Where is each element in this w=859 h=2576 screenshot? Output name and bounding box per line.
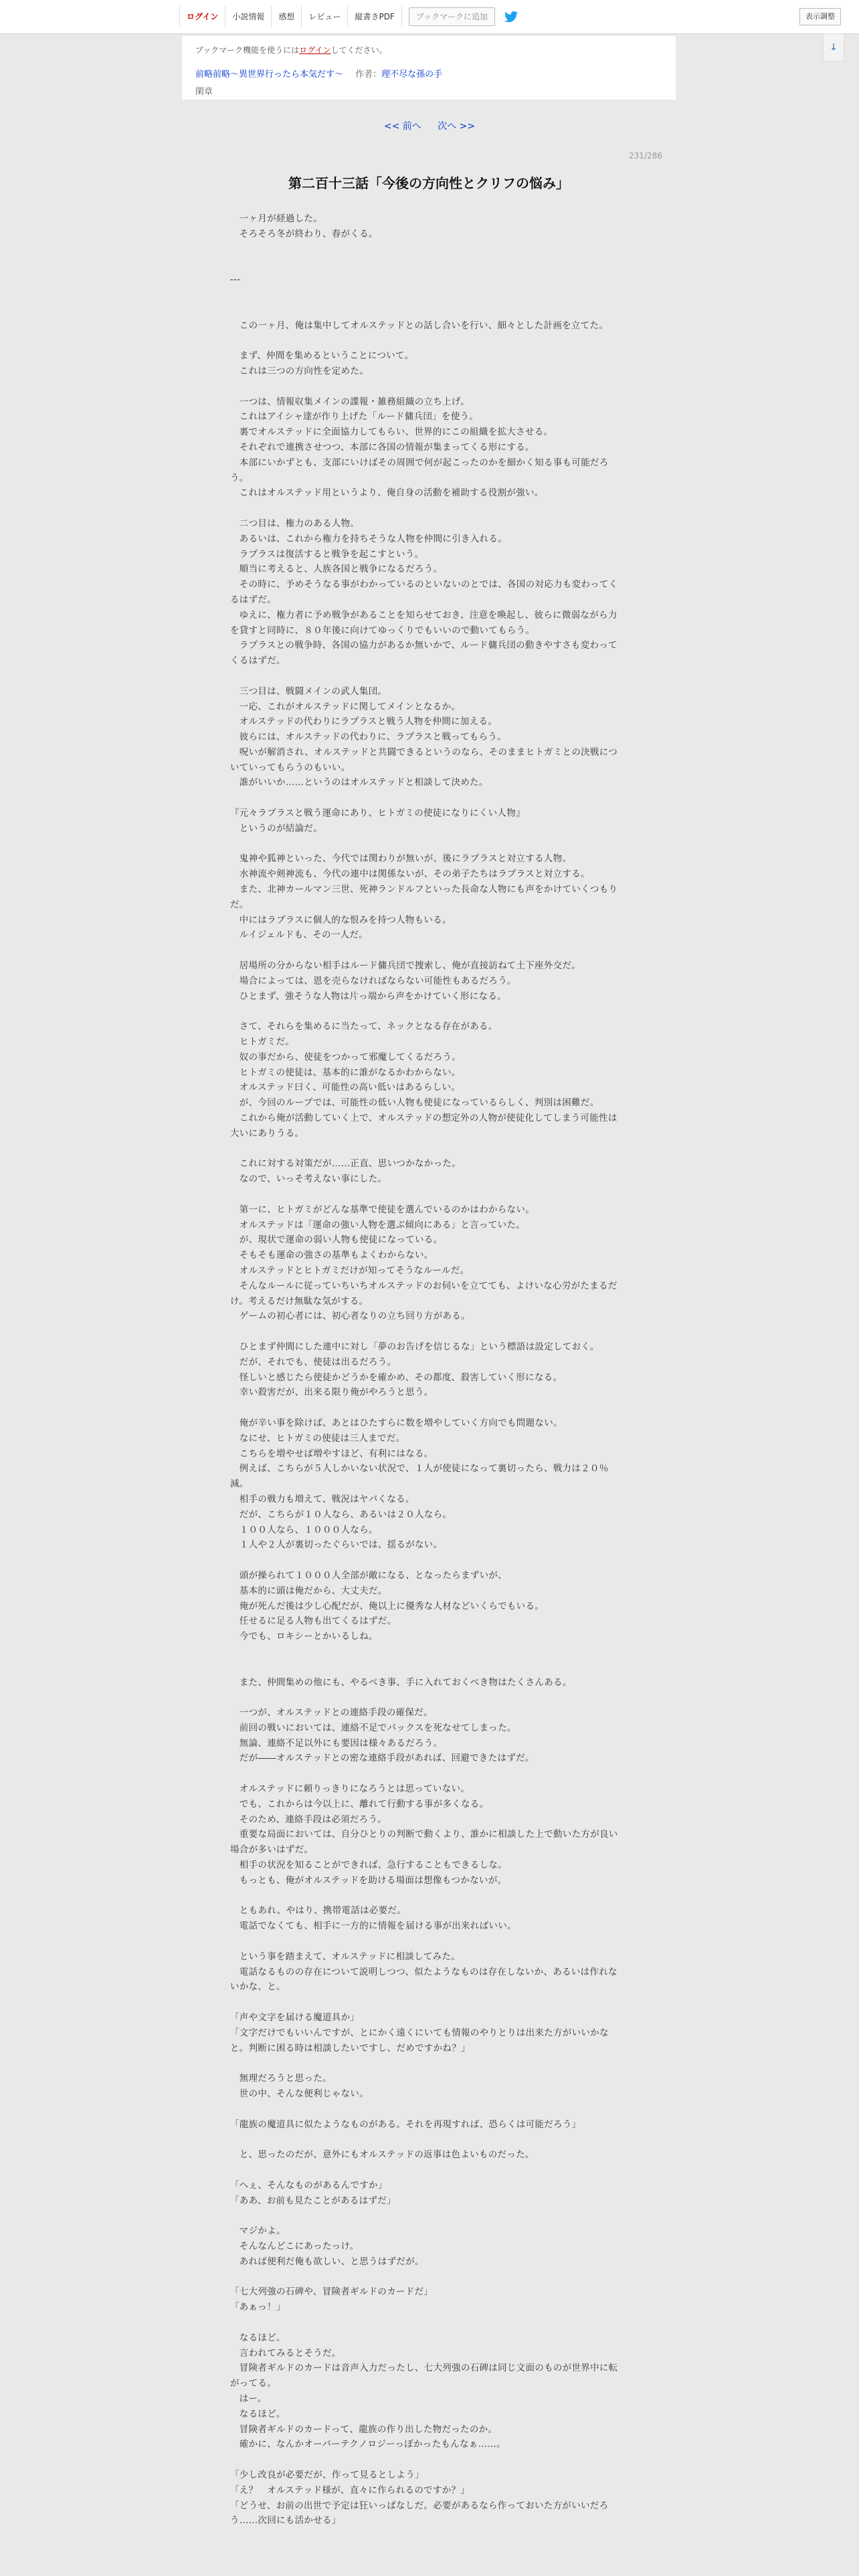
body-paragraph: ゲームの初心者には、初心者なりの立ち回り方がある。 <box>230 1311 470 1322</box>
body-paragraph: これはオルステッド用というより、俺自身の活動を補助する役割が強い。 <box>230 488 544 499</box>
body-paragraph <box>230 1400 625 1416</box>
body-paragraph: 頭が操られて１０００人全部が敵になる、となったらまずいが、 <box>230 1570 507 1581</box>
body-paragraph: これはアイシャ達が作り上げた「ルード傭兵団」を使う。 <box>230 411 479 423</box>
body-paragraph <box>230 1644 625 1660</box>
global-nav <box>179 6 519 27</box>
body-paragraph: 場合によっては、恩を売らなければならない可能性もあるだろう。 <box>230 975 516 986</box>
impressions-link[interactable]: 感想 <box>272 6 302 27</box>
body-paragraph: 呪いが解消され、オルステッドと共闘できるというのなら、そのままヒトガミとの決戦についていってもらうのもいい。 <box>230 746 618 773</box>
body-paragraph: ルイジェルドも、その一人だ。 <box>230 930 369 941</box>
body-paragraph <box>230 2270 625 2285</box>
series-title-link[interactable]: 前略前略〜異世界行ったら本気だす〜 <box>195 70 344 80</box>
body-paragraph <box>230 1187 625 1202</box>
twitter-bird-icon[interactable] <box>503 9 519 25</box>
body-paragraph <box>230 1934 625 1949</box>
body-paragraph: なるほど。 <box>230 2408 286 2420</box>
body-paragraph: オルステッド曰く、可能性の高い低いはあるらしい。 <box>230 1082 461 1093</box>
body-paragraph: なにせ、ヒトガミの使徒は三人までだ。 <box>230 1432 405 1444</box>
body-paragraph: はー。 <box>230 2393 267 2404</box>
body-paragraph <box>230 2132 625 2147</box>
novel-header-box <box>182 36 676 100</box>
body-paragraph: ヒトガミだ。 <box>230 1037 295 1048</box>
body-paragraph: こちらを増やせば増やすほど、有利にはなる。 <box>230 1448 434 1459</box>
body-paragraph: そもそも運命の強さの基準もよくわからない。 <box>230 1250 434 1261</box>
page-count: 231/286 <box>629 151 662 160</box>
body-paragraph <box>230 1690 625 1705</box>
body-paragraph: 一応、これがオルステッドに関してメインとなるか。 <box>230 701 461 712</box>
body-paragraph: 三つ目は、戦闘メインの武人集団。 <box>230 685 387 697</box>
login-link[interactable]: ログイン <box>179 6 225 27</box>
body-paragraph: また、仲間集めの他にも、やるべき事、手に入れておくべき物はたくさんある。 <box>230 1677 572 1688</box>
author-link[interactable]: 理不尽な孫の手 <box>381 70 443 80</box>
body-paragraph: 相手の戦力も増えて、戦況はヤバくなる。 <box>230 1493 415 1505</box>
body-paragraph: 電話なるものの存在について説明しつつ、似たようなものは存在しないか、あるいは作れないかな、と。 <box>230 1966 617 1993</box>
pager-top <box>0 119 859 132</box>
body-paragraph: 「え？ オルステッド様が、直々に作られるのですか？」 <box>230 2484 470 2496</box>
body-paragraph: 怪しいと感じたら使徒かどうかを確かめ、その都度、殺害していく形になる。 <box>230 1372 563 1383</box>
body-paragraph: 冒険者ギルドのカードは音声入力だったし、七大列強の石碑は同じ文面のものが世界中に転がってる。 <box>230 2363 618 2389</box>
body-paragraph <box>230 2208 625 2224</box>
bookmark-login-notice <box>195 44 387 56</box>
body-paragraph: と、思ったのだが、意外にもオルステッドの返事は色よいものだった。 <box>230 2149 535 2161</box>
notice-text: ブックマーク機能を使うには <box>195 45 300 55</box>
body-paragraph: まず、仲間を集めるということについて。 <box>230 350 414 362</box>
body-paragraph: 第一に、ヒトガミがどんな基準で使徒を選んでいるのかはわからない。 <box>230 1204 535 1215</box>
body-paragraph <box>230 303 625 318</box>
body-paragraph: 「へぇ、そんなものがあるんですか」 <box>230 2179 387 2191</box>
notice-login-link[interactable]: ログイン <box>299 45 331 55</box>
body-paragraph: 「少し改良が必要だが、作って見るとしよう」 <box>230 2469 424 2480</box>
body-paragraph: だが、こちらが１０人なら、あるいは２０人なら。 <box>230 1509 452 1520</box>
body-paragraph: 中にはラプラスに個人的な恨みを持つ人物もいる。 <box>230 914 452 926</box>
body-paragraph: オルステッドの代わりにラプラスと戦う人物を仲間に加える。 <box>230 716 498 728</box>
body-paragraph <box>230 2452 625 2468</box>
body-paragraph: 「どうせ、お前の出世で予定は狂いっぱなしだ。必要があるなら作っておいた方がいいだろう……次回にも活かせる」 <box>230 2500 609 2527</box>
body-paragraph: 裏でオルステッドに全面協力してもらい、世界的にこの組織を拡大させる。 <box>230 427 553 438</box>
body-paragraph: 例えば、こちらが５人しかいない状況で、１人が使徒になって裏切ったら、戦力は２０％減。 <box>230 1463 609 1490</box>
body-paragraph: 「文字だけでもいいんですが、とにかく遠くにいても情報のやりとりは出来た方がいいかなと。判断に困る時は相談したいですし、だめですかね？」 <box>230 2027 609 2054</box>
vertical-pdf-link[interactable]: 縦書きPDF <box>348 6 401 27</box>
body-paragraph: が、現状で運命の弱い人物も使徒になっている。 <box>230 1235 443 1246</box>
body-paragraph: ひとまず仲間にした連中に対し「夢のお告げを信じるな」という標語は設定しておく。 <box>230 1341 599 1352</box>
chapter-group-label: 閑章 <box>195 87 213 97</box>
body-paragraph: これから俺が活動していく上で、オルステッドの想定外の人物が使徒化してしまう可能性は大いにありうる。 <box>230 1113 617 1139</box>
body-paragraph: １００人なら、１０００人なら。 <box>230 1524 378 1535</box>
series-line <box>195 67 442 80</box>
body-paragraph: 二つ目は、権力のある人物。 <box>230 518 360 529</box>
novel-info-link[interactable]: 小説情報 <box>225 6 272 27</box>
body-paragraph: この一ヶ月、俺は集中してオルステッドとの話し合いを行い、細々とした計画を立てた。 <box>230 320 609 331</box>
body-paragraph: 重要な局面においては、自分ひとりの判断で動くより、誰かに相談した上で動いた方が良い場合が多いはずだ。 <box>230 1829 618 1856</box>
body-paragraph: 無論、連絡不足以外にも要因は様々あるだろう。 <box>230 1737 443 1749</box>
body-paragraph: そんなルールに従っていちいちオルステッドのお伺いを立てても、よけいな心労がたまるだけ。考えるだけ無駄な気がする。 <box>230 1280 617 1307</box>
body-paragraph: 前回の戦いにおいては、連絡不足でパックスを死なせてしまった。 <box>230 1722 516 1733</box>
body-paragraph: 世の中、そんな便利じゃない。 <box>230 2088 369 2100</box>
body-paragraph: 「龍族の魔道具に似たようなものがある。それを再現すれば、恐らくは可能だろう」 <box>230 2119 581 2130</box>
notice-text-end: してください。 <box>330 45 387 55</box>
body-paragraph: そんなんどこにあったっけ。 <box>230 2240 359 2252</box>
prev-chapter-link[interactable]: << 前へ <box>383 121 421 132</box>
body-paragraph <box>230 242 625 257</box>
body-paragraph: そろそろ冬が終わり、春がくる。 <box>230 228 378 239</box>
body-paragraph <box>230 669 625 684</box>
body-paragraph: 順当に考えると、人族各国と戦争になるだろう。 <box>230 564 443 575</box>
body-paragraph <box>230 1004 625 1019</box>
body-paragraph <box>230 943 625 958</box>
bookmark-add-button[interactable]: ブックマークに追加 <box>409 7 495 26</box>
body-paragraph: オルステッドは「運命の強い人物を選ぶ傾向にある」と言っていた。 <box>230 1219 525 1230</box>
body-paragraph: 俺が死んだ後は少し心配だが、俺以上に優秀な人材などいくらでもいる。 <box>230 1600 545 1612</box>
body-paragraph: もっとも、俺がオルステッドを助ける場面は想像もつかないが。 <box>230 1874 507 1886</box>
body-paragraph: そのため、連絡手段は必須だろう。 <box>230 1814 387 1825</box>
body-paragraph: 一つが、オルステッドとの連絡手段の確保だ。 <box>230 1707 433 1719</box>
body-paragraph <box>230 2163 625 2178</box>
body-paragraph: 「ああ、お前も見たことがあるはずだ」 <box>230 2195 396 2206</box>
body-paragraph: あれば便利だ俺も欲しい、と思うはずだが。 <box>230 2256 424 2267</box>
body-paragraph: だが――オルステッドとの密な連絡手段があれば、回避できたはずだ。 <box>230 1753 535 1764</box>
body-paragraph: でも、これからは今以上に、離れて行動する事が多くなる。 <box>230 1798 489 1810</box>
body-paragraph: 無理だろうと思った。 <box>230 2073 332 2084</box>
chapter-title: 第二百十三話「今後の方向性とクリフの悩み」 <box>288 175 569 191</box>
body-paragraph: 「声や文字を届ける魔道具か」 <box>230 2012 360 2024</box>
body-paragraph: これは三つの方向性を定めた。 <box>230 365 369 377</box>
display-settings-button[interactable]: 表示調整 <box>799 8 841 25</box>
body-paragraph: また、北神カールマン三世、死神ランドルフといった長命な人物にも声をかけていくつもりだ。 <box>230 884 618 910</box>
body-paragraph: 幸い殺害だが、出来る限り俺がやろうと思う。 <box>230 1387 434 1398</box>
body-paragraph <box>230 1660 625 1675</box>
body-paragraph <box>230 257 625 272</box>
body-paragraph: 「あぁっ！」 <box>230 2302 286 2313</box>
body-paragraph <box>230 1324 625 1339</box>
body-paragraph: 水神流や剣神流も、今代の連中は関係ないが、その弟子たちはラプラスと対立する。 <box>230 869 590 880</box>
body-paragraph <box>230 2315 625 2331</box>
body-paragraph: 『元々ラプラスと戦う運命にあり、ヒトガミの使徒になりにくい人物』 <box>230 808 525 819</box>
body-paragraph: 一つは、情報収集メインの諜報・雑務組織の立ち上げ。 <box>230 396 470 407</box>
body-paragraph <box>230 1766 625 1782</box>
body-paragraph: １人や２人が裏切ったぐらいでは、揺るがない。 <box>230 1539 443 1551</box>
body-paragraph <box>230 1142 625 1157</box>
body-paragraph: ヒトガミの使徒は、基本的に誰がなるかわからない。 <box>230 1067 461 1078</box>
next-chapter-link[interactable]: 次へ >> <box>438 121 476 132</box>
body-paragraph: ゆえに、権力者に予め戦争があることを知らせておき、注意を喚起し、彼らに微弱ながら力を貸すと同時に、８０年後に向けてゆっくりでもいいので動いてもらう。 <box>230 609 617 636</box>
body-paragraph: だが、それでも、使徒は出るだろう。 <box>230 1356 397 1368</box>
body-paragraph: ひとまず、強そうな人物は片っ端から声をかけていく形になる。 <box>230 990 506 1002</box>
body-paragraph: なるほど。 <box>230 2332 286 2343</box>
body-paragraph: マジかよ。 <box>230 2226 286 2237</box>
body-paragraph: 「七大列強の石碑や、冒険者ギルドのカードだ」 <box>230 2286 434 2298</box>
body-paragraph: 電話でなくても、相手に一方的に情報を届ける事が出来ればいい。 <box>230 1921 516 1932</box>
body-paragraph: オルステッドに頼りっきりになろうとは思っていない。 <box>230 1784 470 1795</box>
body-paragraph: これに対する対策だが……正直、思いつかなかった。 <box>230 1158 461 1170</box>
body-paragraph: 本部にいかずとも、支部にいけばその周囲で何が起こったのかを細かく知る事も可能だろう。 <box>230 457 609 484</box>
body-paragraph: が、今回のループでは、可能性の低い人物も使徒になっているらしく、判別は困難だ。 <box>230 1097 599 1109</box>
body-paragraph: 今でも、ロキシーとかいるしね。 <box>230 1631 378 1642</box>
body-paragraph: なので、いっそ考えない事にした。 <box>230 1174 387 1185</box>
body-paragraph: オルステッドとヒトガミだけが知ってそうなルールだ。 <box>230 1265 470 1276</box>
body-paragraph: あるいは、これから権力を持ちそうな人物を仲間に引き入れる。 <box>230 533 507 544</box>
body-paragraph: 任せるに足る人物も出てくるはずだ。 <box>230 1616 397 1627</box>
body-paragraph: ラプラスとの戦争時、各国の協力があるか無いかで、ルード傭兵団の動きやすさも変わってくるはずだ。 <box>230 640 617 667</box>
body-paragraph: --- <box>230 274 241 286</box>
body-paragraph: その時に、予めそうなる事がわかっているのといないのとでは、各国の対応力も変わってくるはずだ。 <box>230 579 618 605</box>
body-paragraph: 相手の状況を知ることができれば、急行することもできるしな。 <box>230 1860 507 1871</box>
body-paragraph: 一ヶ月が経過した。 <box>230 213 322 224</box>
arrow-down-icon[interactable]: ↓ <box>823 33 844 62</box>
body-paragraph <box>230 333 625 348</box>
body-paragraph: という事を踏まえて、オルステッドに相談してみた。 <box>230 1951 461 1962</box>
body-paragraph: 彼らには、オルステッドの代わりに、ラプラスと戦ってもらう。 <box>230 732 506 743</box>
review-link[interactable]: レビュー <box>302 6 348 27</box>
body-paragraph <box>230 379 625 395</box>
body-paragraph <box>230 837 625 852</box>
body-paragraph <box>230 288 625 303</box>
body-paragraph: それぞれで連携させつつ、本部に各国の情報が集まってくる形にする。 <box>230 441 535 453</box>
body-paragraph <box>230 1995 625 2010</box>
body-paragraph <box>230 1889 625 1904</box>
body-paragraph <box>230 1553 625 1568</box>
body-paragraph: 奴の事だから、使徒をつかって邪魔してくるだろう。 <box>230 1051 461 1063</box>
body-paragraph: 誰がいいか……というのはオルステッドと相談して決めた。 <box>230 777 488 788</box>
top-nav-bar <box>0 0 859 34</box>
body-paragraph: 確かに、なんかオーバーテクノロジーっぽかったもんなぁ……。 <box>230 2439 506 2450</box>
body-paragraph: さて、それらを集めるに当たって、ネックとなる存在がある。 <box>230 1021 498 1033</box>
body-paragraph <box>230 501 625 516</box>
body-paragraph <box>230 2056 625 2071</box>
body-paragraph: 俺が辛い事を除けば、あとはひたすらに数を増やしていく方向でも問題ない。 <box>230 1417 563 1428</box>
chapter-body <box>230 211 625 2529</box>
author-label: 作者： <box>355 70 382 80</box>
body-paragraph: というのが結論だ。 <box>230 823 322 834</box>
body-paragraph: 鬼神や狐神といった、今代では関わりが無いが、後にラプラスと対立する人物。 <box>230 853 572 865</box>
body-paragraph <box>230 2102 625 2117</box>
body-paragraph: 言われてみるとそうだ。 <box>230 2347 341 2359</box>
body-paragraph: 基本的に頭は俺だから、大丈夫だ。 <box>230 1585 387 1596</box>
body-paragraph: ともあれ、やはり、携帯電話は必要だ。 <box>230 1905 407 1917</box>
body-paragraph: 居場所の分からない相手はルード傭兵団で捜索し、俺が直接訪ねて土下座外交だ。 <box>230 960 581 972</box>
body-paragraph: ラプラスは復活すると戦争を起こすという。 <box>230 548 424 560</box>
body-paragraph <box>230 790 625 806</box>
body-paragraph: 冒険者ギルドのカードって、龍族の作り出した物だったのか。 <box>230 2424 498 2435</box>
